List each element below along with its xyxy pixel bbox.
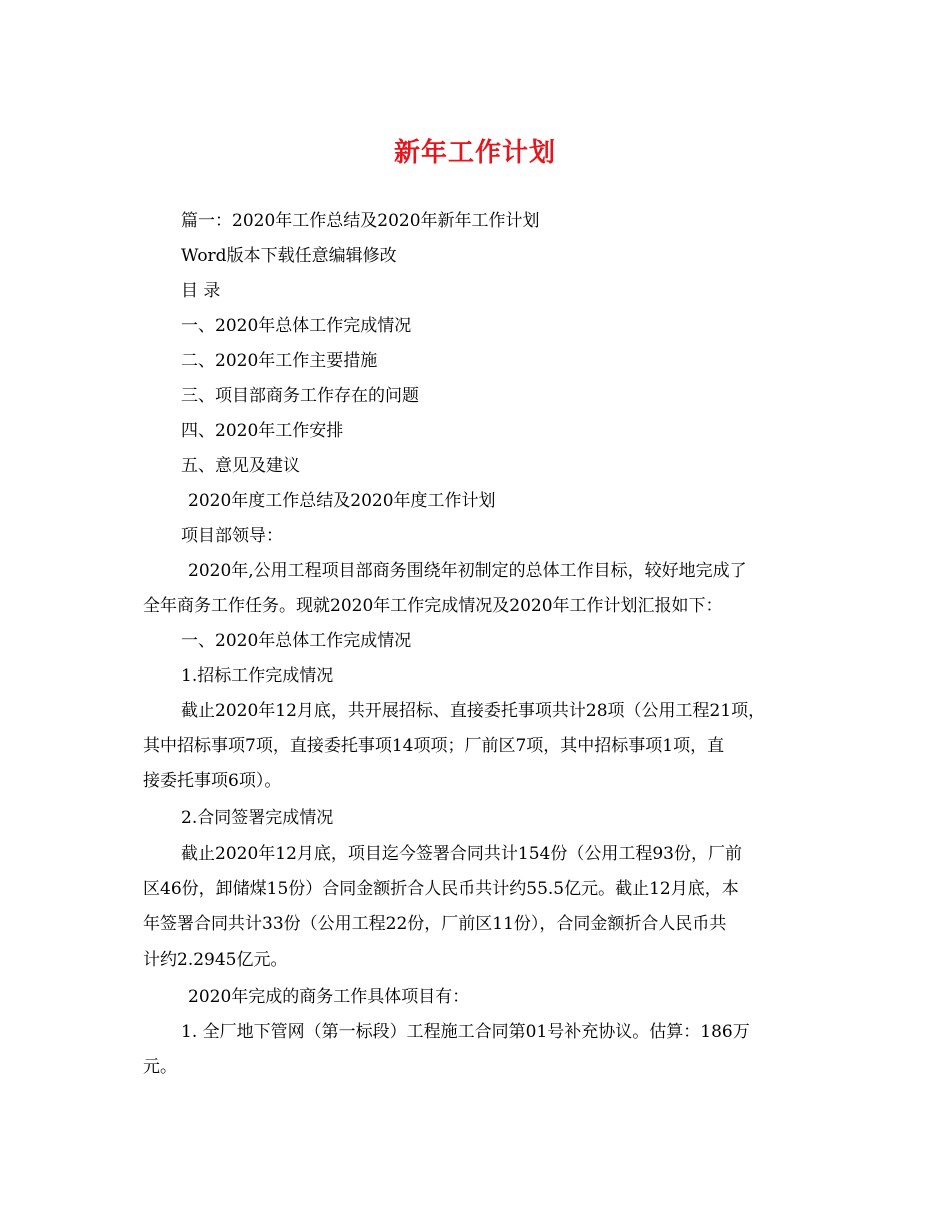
page-title: 新年工作计划 — [393, 138, 556, 168]
text-line: 截止2020年12月底，共开展招标、直接委托事项共计28项（公用工程21项， — [181, 701, 766, 721]
text-line: 五、意见及建议 — [181, 456, 300, 476]
text-line: 一、2020年总体工作完成情况 — [181, 631, 412, 651]
text-line: 三、项目部商务工作存在的问题 — [181, 386, 419, 406]
text-line: 元。 — [143, 1057, 177, 1077]
text-line: 篇一：2020年工作总结及2020年新年工作计划 — [181, 211, 540, 231]
text-line: 项目部领导： — [181, 526, 283, 546]
text-line: 一、2020年总体工作完成情况 — [181, 316, 412, 336]
text-line: 2020年度工作总结及2020年度工作计划 — [188, 491, 496, 511]
text-line: 全年商务工作任务。现就2020年工作完成情况及2020年工作计划汇报如下： — [143, 596, 723, 616]
text-line: 其中招标事项7项，直接委托事项14项项；厂前区7项，其中招标事项1项，直 — [143, 736, 725, 756]
text-line: 年签署合同共计33份（公用工程22份，厂前区11份），合同金额折合人民币共 — [143, 914, 727, 934]
text-line: 2020年,公用工程项目部商务围绕年初制定的总体工作目标，较好地完成了 — [188, 561, 747, 581]
text-line: 接委托事项6项）。 — [143, 771, 282, 791]
text-line: 截止2020年12月底，项目迄今签署合同共计154份（公用工程93份，厂前 — [181, 844, 742, 864]
text-line: Word版本下载任意编辑修改 — [181, 246, 397, 266]
text-line: 计约2.2945亿元。 — [143, 950, 288, 970]
text-line: 2020年完成的商务工作具体项目有： — [188, 987, 470, 1007]
text-line: 1. 全厂地下管网（第一标段）工程施工合同第01号补充协议。估算：186万 — [181, 1022, 750, 1042]
text-line: 二、2020年工作主要措施 — [181, 351, 378, 371]
text-line: 区46份，卸储煤15份）合同金额折合人民币共计约55.5亿元。截止12月底，本 — [143, 879, 739, 899]
text-line: 四、2020年工作安排 — [181, 421, 344, 441]
text-line: 2.合同签署完成情况 — [181, 808, 334, 828]
text-line: 目 录 — [181, 281, 221, 301]
text-line: 1.招标工作完成情况 — [181, 666, 334, 686]
